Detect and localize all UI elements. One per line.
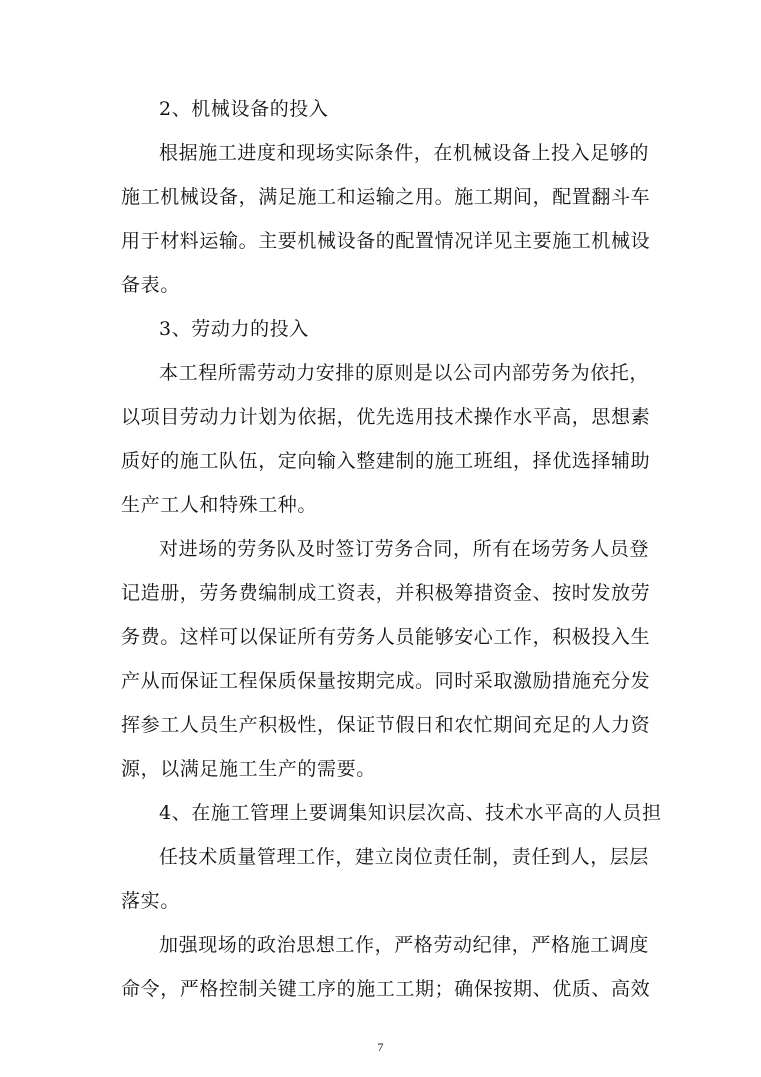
- paragraph-line: 加强现场的政治思想工作，严格劳动纪律，严格施工调度: [159, 934, 650, 956]
- paragraph-line: 任技术质量管理工作，建立岗位责任制，责任到人，层层: [159, 846, 650, 868]
- paragraph-line: 挥参工人员生产积极性，保证节假日和农忙期间充足的人力资: [121, 714, 651, 736]
- paragraph-line: 命令，严格控制关键工序的施工工期；确保按期、优质、高效: [121, 978, 651, 1000]
- paragraph-line: 施工机械设备，满足施工和运输之用。施工期间，配置翻斗车: [121, 186, 651, 208]
- paragraph-line: 备表。: [121, 274, 180, 296]
- paragraph-line: 质好的施工队伍，定向输入整建制的施工班组，择优选择辅助: [121, 450, 651, 472]
- paragraph-line: 务费。这样可以保证所有劳务人员能够安心工作，积极投入生: [121, 626, 651, 648]
- paragraph-line: 对进场的劳务队及时签订劳务合同，所有在场劳务人员登: [159, 538, 650, 560]
- paragraph-line: 源，以满足施工生产的需要。: [121, 758, 376, 780]
- heading-labor-input: 3、劳动力的投入: [159, 318, 309, 340]
- page-number: 7: [377, 1040, 384, 1054]
- paragraph-line: 用于材料运输。主要机械设备的配置情况详见主要施工机械设: [121, 230, 651, 252]
- paragraph-line: 落实。: [121, 890, 180, 912]
- paragraph-line: 生产工人和特殊工种。: [121, 494, 318, 516]
- heading-machinery-input: 2、机械设备的投入: [159, 98, 329, 120]
- paragraph-line: 根据施工进度和现场实际条件，在机械设备上投入足够的: [159, 142, 650, 164]
- paragraph-line: 记造册，劳务费编制成工资表，并积极筹措资金、按时发放劳: [121, 582, 651, 604]
- paragraph-line: 本工程所需劳动力安排的原则是以公司内部劳务为依托，: [159, 362, 650, 384]
- heading-management-item: 4、在施工管理上要调集知识层次高、技术水平高的人员担: [159, 802, 662, 824]
- paragraph-line: 产从而保证工程保质保量按期完成。同时采取激励措施充分发: [121, 670, 651, 692]
- paragraph-line: 以项目劳动力计划为依据，优先选用技术操作水平高，思想素: [121, 406, 651, 428]
